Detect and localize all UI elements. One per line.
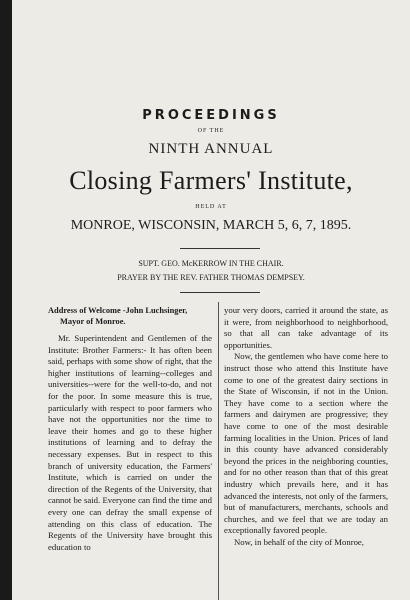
place-date-line: MONROE, WISCONSIN, MARCH 5, 6, 7, 1895. xyxy=(70,218,352,233)
page-title: Closing Farmers' Institute, xyxy=(69,166,353,195)
address-subtitle: Mayor of Monroe. xyxy=(60,317,126,326)
document-page xyxy=(12,0,410,600)
ninth-annual-heading: NINTH ANNUAL xyxy=(148,141,274,157)
body-paragraph: Now, the gentlemen who have come here to instruct those who attend this Institute have come to one of the greatest dairy sections in the State of Wisconsin, if not in the Union. They have come to a section where the farmers and dairymen are progressive; they have come to one of the most desirable farming localities in the Union. Prices of land in this county have advanced considerably beyond the prices in the neighboring counties, and for no other reason than that of this great industry which prevails here, and it has advanced the interests, not only of the farmers, but of manufacturers, merchants, schools and churches, and we feel that we are today an exceptionally favored people. xyxy=(224,351,388,536)
divider-rule-top xyxy=(180,248,260,249)
divider-rule-bottom xyxy=(180,292,260,293)
held-at-label: HELD AT xyxy=(195,204,227,210)
column-divider xyxy=(218,302,219,600)
address-heading xyxy=(48,305,212,327)
body-paragraph: Now, in behalf of the city of Monroe, xyxy=(234,536,364,547)
proceedings-heading: PROCEEDINGS xyxy=(142,108,280,123)
of-the-label: OF THE xyxy=(197,128,225,134)
body-paragraph: Mr. Superintendent and Gentlemen of the Institute: Brother Farmers:- It has often been said, perhaps with some show of right, that the higher institutions of learning--colleges and universities--were for the well-to-do, and not for the poor. In some measure this is true, particularly with respect to poor farmers who have not the opportunities nor the time to leave their homes and go to these higher institutions of learning and to defray the necessary expenses. But in respect to this branch of university education, the Farmers' Institute, which is carried on under the direction of the Regents of the University, that cannot be said. Everyone can find the time and every one can defray the small expense of attending on this class of education. The Regents of the University have brought this education to xyxy=(48,333,212,552)
left-column xyxy=(48,305,212,600)
chair-line: SUPT. GEO. McKERROW IN THE CHAIR. xyxy=(138,259,284,268)
prayer-line: PRAYER BY THE REV. FATHER THOMAS DEMPSEY. xyxy=(117,273,305,282)
body-paragraph: your very doors, carried it around the state, as it were, from neighborhood to neighborhood, so that all can take advantage of its opportunities. xyxy=(224,305,388,350)
address-title: Address of Welcome -John Luchsinger, xyxy=(48,306,188,315)
right-column xyxy=(224,305,388,600)
